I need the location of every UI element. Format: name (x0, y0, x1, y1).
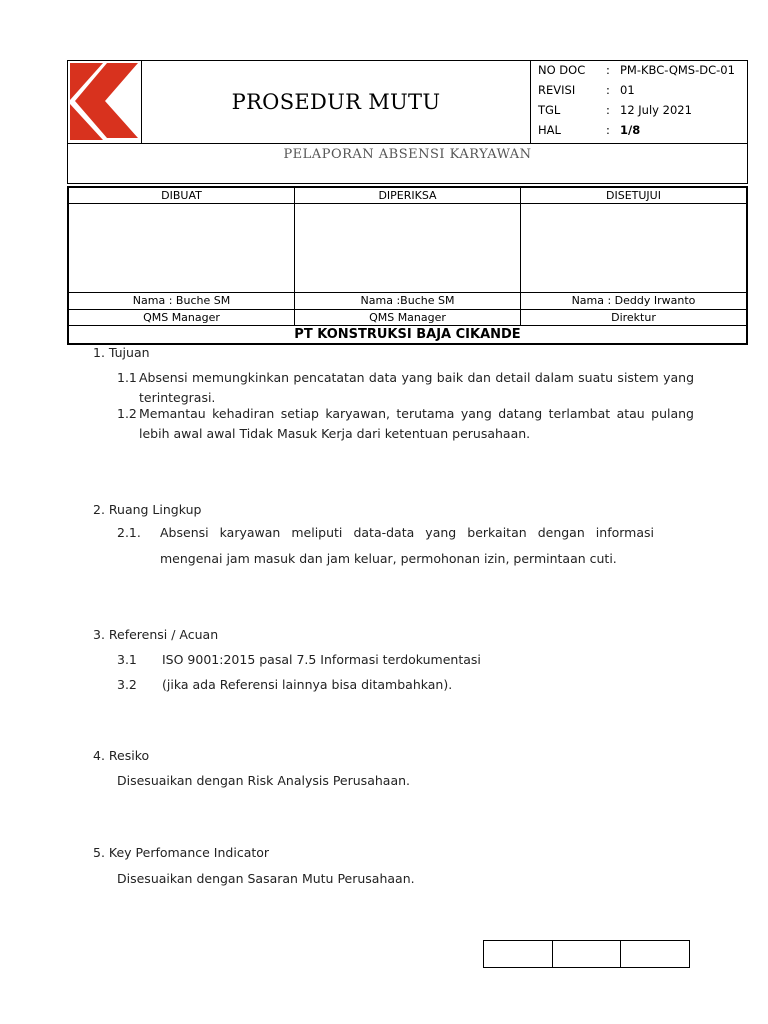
approval-table (67, 186, 748, 345)
item-text-line: terintegrasi. (139, 390, 216, 405)
section-4-text: Disesuaikan dengan Risk Analysis Perusahaan. (117, 773, 410, 788)
meta-key: TGL (538, 103, 561, 117)
meta-value (620, 123, 640, 137)
meta-row-tgl (538, 100, 748, 120)
signature-box-disetujui (521, 204, 747, 293)
name-dibuat: Nama : Buche SM (69, 293, 295, 309)
section-3-title: 3. Referensi / Acuan (93, 627, 219, 642)
meta-sep: : (606, 123, 610, 137)
item-text (139, 404, 694, 444)
item-text-line: Absensi memungkinkan pencatatan data yang baik dan detail dalam suatu sistem yang (139, 370, 694, 385)
company-logo (67, 60, 142, 144)
item-number: 1.2 (117, 406, 137, 421)
footer-box (484, 941, 553, 967)
item-text (139, 368, 694, 408)
meta-sep: : (606, 83, 610, 97)
footer-box (553, 941, 622, 967)
section-1-title: 1. Tujuan (93, 345, 150, 360)
footer-box-row (483, 940, 690, 968)
meta-sep: : (606, 63, 610, 77)
meta-row-revisi (538, 80, 748, 100)
meta-key: HAL (538, 123, 561, 137)
meta-row-hal (538, 120, 748, 140)
meta-key: REVISI (538, 83, 576, 97)
meta-value: 12 July 2021 (620, 103, 692, 117)
item-text-line: Memantau kehadiran setiap karyawan, terutama yang datang terlambat atau pulang (139, 406, 694, 421)
signature-box-dibuat (69, 204, 295, 293)
column-header-disetujui: DISETUJUI (521, 188, 747, 204)
section-2-title: 2. Ruang Lingkup (93, 502, 202, 517)
meta-value: 01 (620, 83, 635, 97)
column-header-dibuat: DIBUAT (69, 188, 295, 204)
meta-row-no-doc (538, 60, 748, 80)
section-5-title: 5. Key Perfomance Indicator (93, 845, 270, 860)
item-text: (jika ada Referensi lainnya bisa ditambahkan). (162, 677, 453, 692)
role-disetujui: Direktur (521, 309, 747, 325)
document-title-cell (142, 60, 531, 144)
name-diperiksa: Nama :Buche SM (295, 293, 521, 309)
item-text-line: lebih awal awal Tidak Masuk Kerja dari ketentuan perusahaan. (139, 426, 531, 441)
item-text: ISO 9001:2015 pasal 7.5 Informasi terdokumentasi (162, 652, 481, 667)
item-number: 2.1. (117, 525, 141, 540)
name-disetujui: Nama : Deddy Irwanto (521, 293, 747, 309)
section-4-title: 4. Resiko (93, 748, 150, 763)
document-meta (538, 60, 748, 140)
item-number: 1.1 (117, 370, 137, 385)
document-subtitle: PELAPORAN ABSENSI KARYAWAN (283, 147, 532, 162)
footer-box (621, 941, 689, 967)
section-5-text: Disesuaikan dengan Sasaran Mutu Perusahaan. (117, 871, 415, 886)
meta-key: NO DOC (538, 63, 586, 77)
item-number: 3.2 (117, 677, 137, 692)
page-number: 1/8 (620, 123, 641, 137)
signature-box-diperiksa (295, 204, 521, 293)
column-header-diperiksa: DIPERIKSA (295, 188, 521, 204)
document-title: PROSEDUR MUTU (231, 90, 441, 114)
company-name: PT KONSTRUKSI BAJA CIKANDE (69, 325, 747, 343)
item-text-line: mengenai jam masuk dan jam keluar, permohonan izin, permintaan cuti. (160, 551, 617, 566)
meta-sep: : (606, 103, 610, 117)
role-diperiksa: QMS Manager (295, 309, 521, 325)
logo-k-icon (67, 60, 141, 143)
role-dibuat: QMS Manager (69, 309, 295, 325)
item-text-line: Absensi karyawan meliputi data-data yang berkaitan dengan informasi (160, 525, 654, 540)
item-number: 3.1 (117, 652, 137, 667)
meta-value: PM-KBC-QMS-DC-01 (620, 63, 735, 77)
